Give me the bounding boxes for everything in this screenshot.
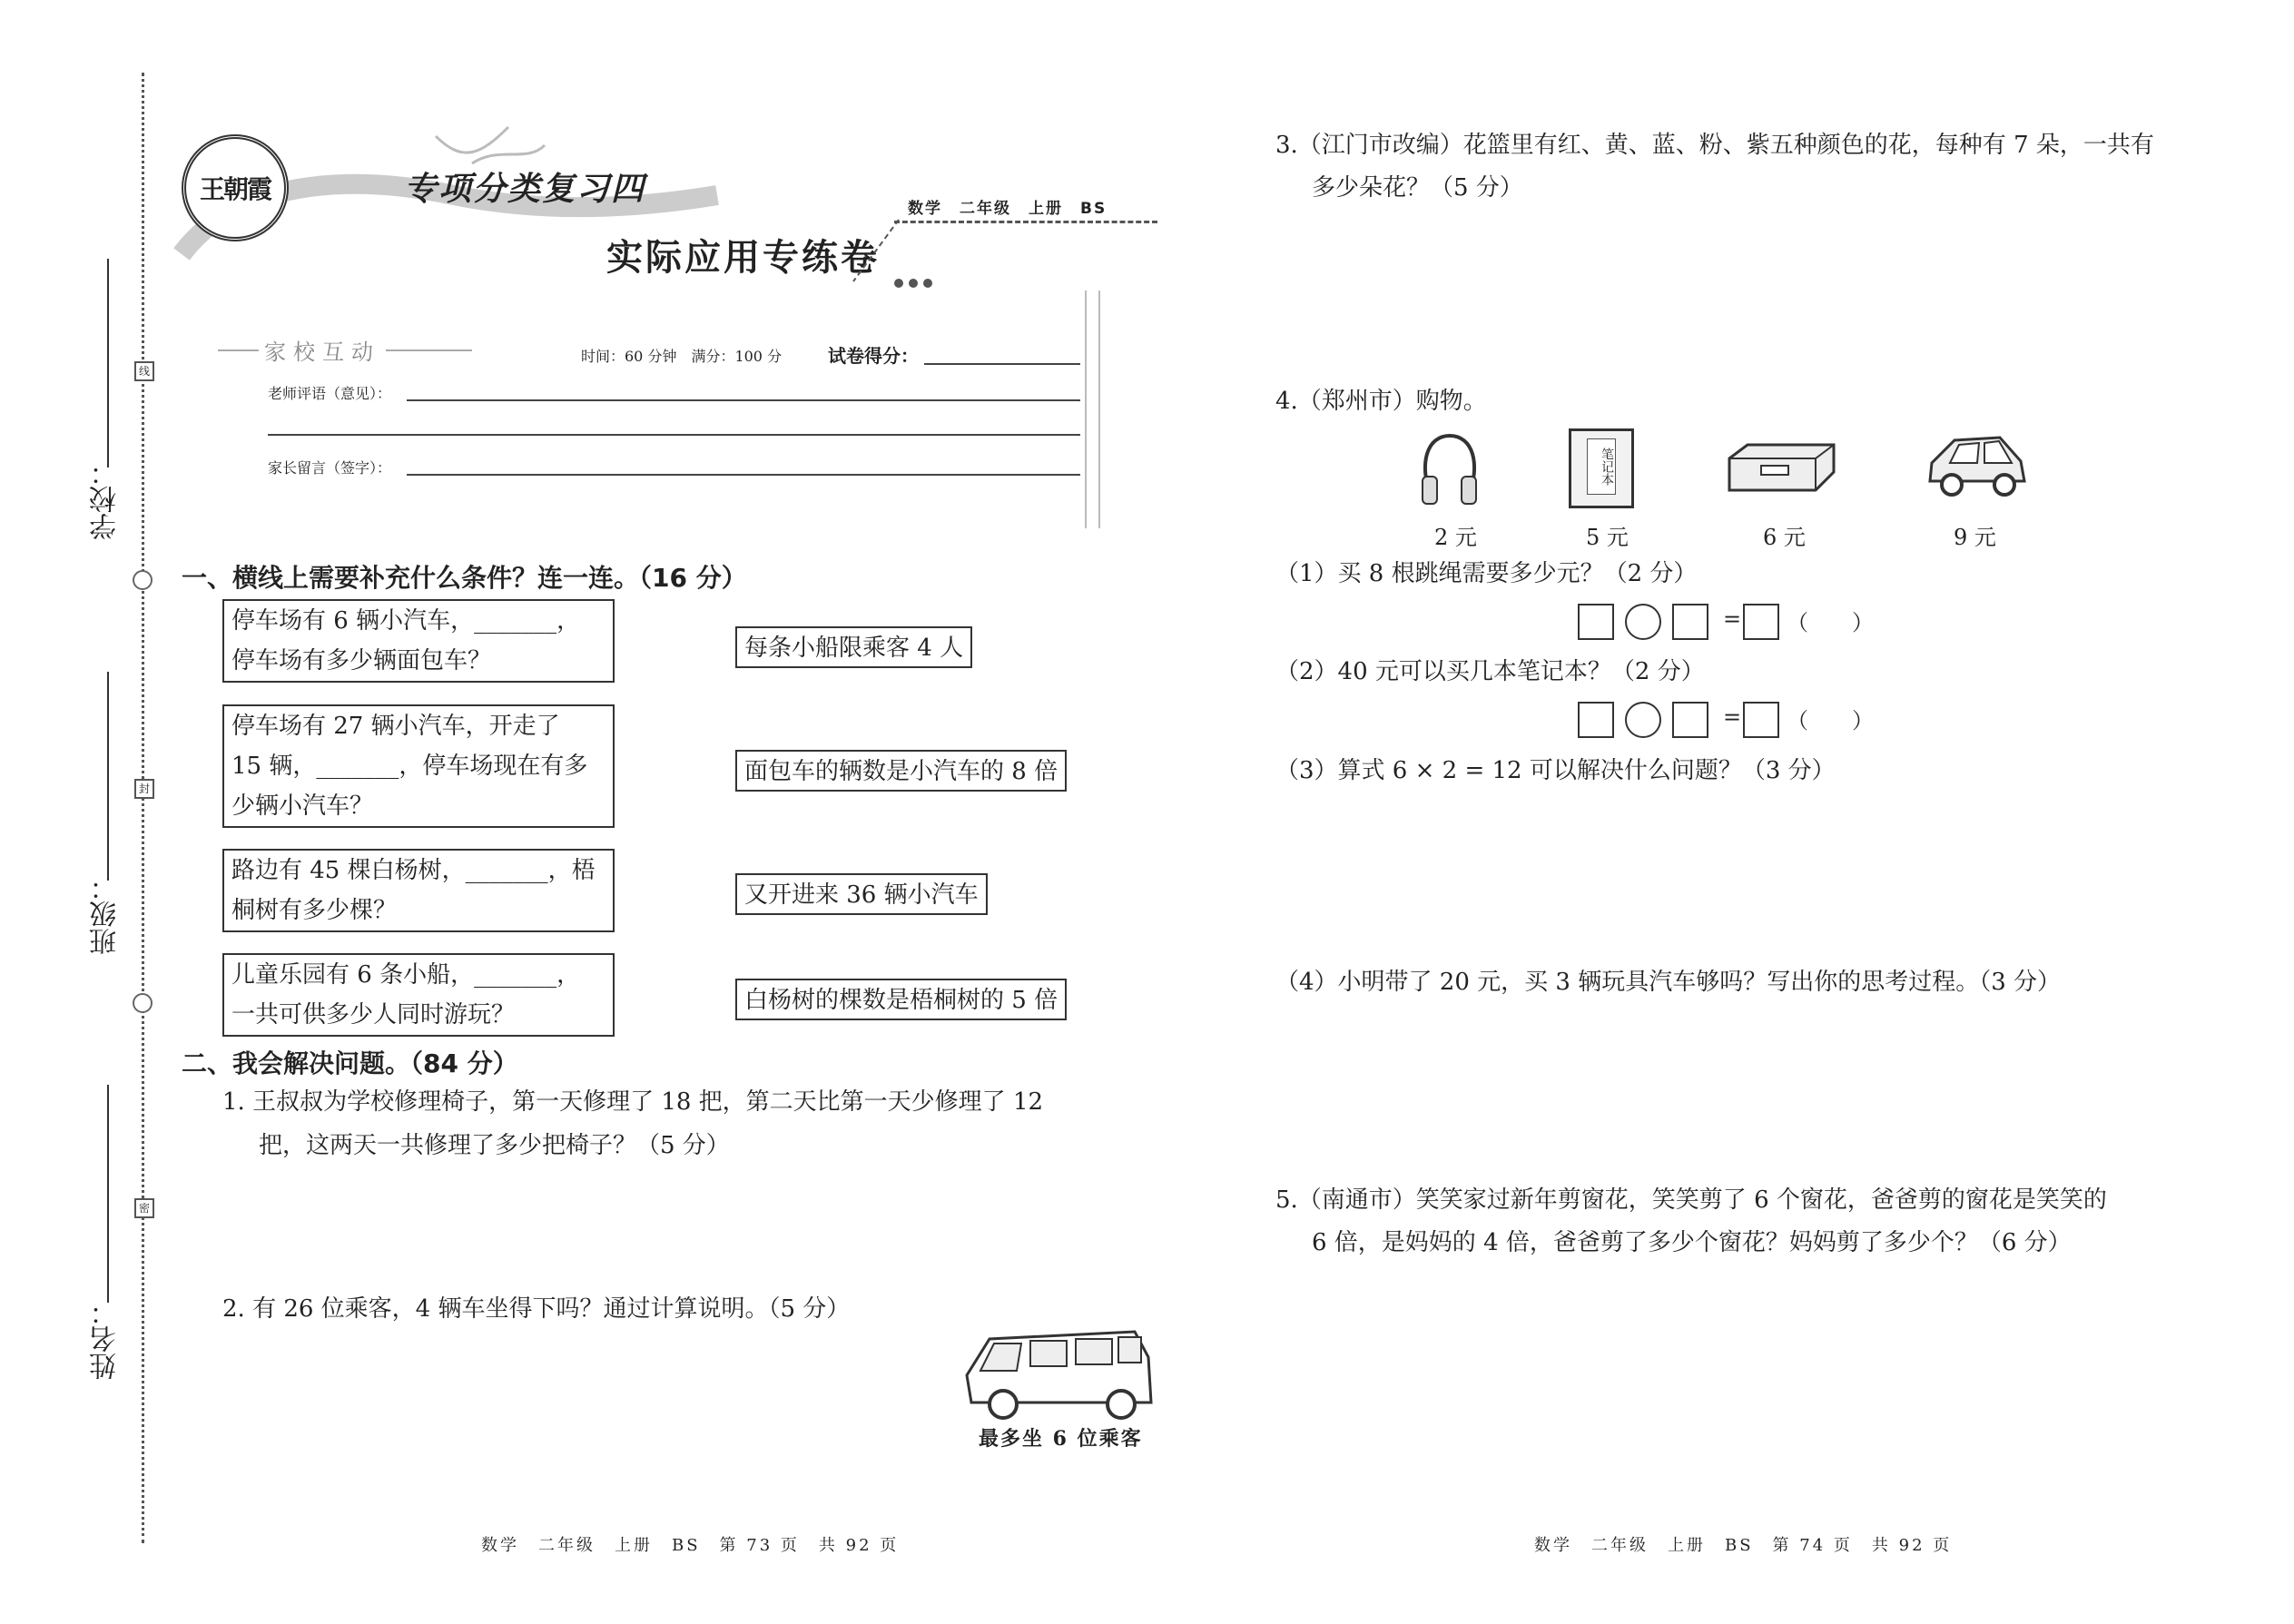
question1-line2: 把，这两天一共修理了多少把椅子？（5 分） — [259, 1132, 730, 1159]
box2-line3: 少辆小汽车？ — [231, 792, 374, 820]
answer-box-2c[interactable] — [1743, 702, 1779, 738]
condition-right-box-3[interactable]: 又开进来 36 辆小汽车 — [735, 873, 988, 915]
section2-heading: 二、我会解决问题。（84 分） — [182, 1048, 518, 1078]
operator-circle-2[interactable] — [1625, 702, 1661, 738]
notebook-icon — [1569, 428, 1634, 508]
parent-message-label: 家长留言（签字）： — [268, 459, 392, 477]
footer-left-page: 数学 二年级 上册 BS 第 73 页 共 92 页 — [481, 1536, 900, 1555]
box2-line1: 停车场有 27 辆小汽车，开走了 — [231, 713, 560, 740]
condition-left-box-1[interactable] — [222, 599, 615, 683]
condition-right-box-1[interactable]: 每条小船限乘客 4 人 — [735, 626, 972, 668]
box1-line2: 停车场有多少辆面包车？ — [231, 647, 492, 674]
binding-dotted-line — [142, 73, 144, 1543]
seal-mark-2: 封 — [134, 779, 154, 799]
teacher-comment-line-2[interactable] — [268, 434, 1080, 436]
equals-sign-1: = — [1723, 606, 1742, 632]
answer-box-2b[interactable] — [1672, 702, 1708, 738]
pencil-case-icon — [1725, 440, 1838, 495]
class-label: 班级： — [90, 873, 122, 955]
question5-line1: 5.（南通市）笑笑家过新年剪窗花，笑笑剪了 6 个窗花，爸爸剪的窗花是笑笑的 — [1275, 1186, 2107, 1214]
equals-sign-2: = — [1723, 704, 1742, 730]
section1-heading: 一、横线上需要补充什么条件？连一连。（16 分） — [182, 563, 747, 593]
question5-line2: 6 倍，是妈妈的 4 倍，爸爸剪了多少个窗花？妈妈剪了多少个？（6 分） — [1312, 1229, 2072, 1256]
school-label: 学校： — [90, 458, 122, 540]
homeschool-side-rule-2 — [1098, 290, 1100, 528]
banner-title: 专项分类复习四 — [404, 171, 646, 208]
question4-2: （2）40 元可以买几本笔记本？（2 分） — [1275, 658, 1705, 685]
van-icon — [953, 1321, 1162, 1421]
price-notebook: 5 元 — [1586, 525, 1629, 550]
footer-right-page: 数学 二年级 上册 BS 第 74 页 共 92 页 — [1534, 1536, 1953, 1555]
homeschool-side-rule — [1085, 290, 1087, 528]
title-dash-decoration — [844, 218, 944, 290]
question3-line1: 3.（江门市改编）花篮里有红、黄、蓝、粉、紫五种颜色的花，每种有 7 朵，一共有 — [1275, 132, 2154, 159]
unit-paren-2[interactable]: （ ） — [1787, 708, 1874, 733]
condition-right-box-2[interactable]: 面包车的辆数是小汽车的 8 倍 — [735, 750, 1067, 792]
parent-message-line[interactable] — [407, 474, 1080, 476]
condition-left-box-2[interactable] — [222, 704, 615, 828]
seal-mark-1: 线 — [134, 361, 154, 381]
condition-left-box-4[interactable] — [222, 953, 615, 1037]
unit-paren-1[interactable]: （ ） — [1787, 610, 1874, 635]
main-title: 实际应用专练卷 — [606, 236, 880, 279]
question2: 2. 有 26 位乘客，4 辆车坐得下吗？通过计算说明。（5 分） — [222, 1295, 851, 1323]
question4-4: （4）小明带了 20 元，买 3 辆玩具汽车够吗？写出你的思考过程。（3 分） — [1275, 969, 2062, 996]
box2-line2: 15 辆，_______，停车场现在有多 — [231, 753, 588, 780]
question3-line2: 多少朵花？（5 分） — [1312, 174, 1523, 202]
price-toy-car: 9 元 — [1954, 525, 1996, 550]
teacher-comment-label: 老师评语（意见）： — [268, 385, 392, 402]
publisher-seal-logo — [182, 134, 289, 241]
box4-line2: 一共可供多少人同时游玩？ — [231, 1001, 516, 1029]
answer-box-1b[interactable] — [1672, 604, 1708, 640]
question4-3: （3）算式 6 × 2 = 12 可以解决什么问题？（3 分） — [1275, 757, 1836, 784]
name-write-line — [107, 1085, 109, 1303]
score-label: 试卷得分： — [828, 345, 919, 367]
name-label: 姓名： — [90, 1298, 122, 1380]
toy-car-icon — [1923, 427, 2032, 499]
notebook-cover-label: 笔记本 — [1587, 438, 1616, 495]
question4: 4.（郑州市）购物。 — [1275, 388, 1487, 415]
teacher-comment-line-1[interactable] — [407, 399, 1080, 401]
question1-line1: 1. 王叔叔为学校修理椅子，第一天修理了 18 把，第二天比第一天少修理了 12 — [222, 1088, 1044, 1116]
answer-box-1c[interactable] — [1743, 604, 1779, 640]
logo-text: 王朝霞 — [199, 174, 271, 204]
answer-box-1a[interactable] — [1578, 604, 1614, 640]
price-jump-rope: 2 元 — [1434, 525, 1477, 550]
condition-left-box-3[interactable] — [222, 849, 615, 932]
exam-time-info: 时间：60 分钟 满分：100 分 — [581, 348, 783, 365]
school-write-line — [107, 259, 109, 468]
jump-rope-icon — [1409, 427, 1491, 508]
homeschool-label: 家校互动 — [259, 334, 386, 366]
binding-hole-1 — [133, 570, 153, 590]
box3-line2: 桐树有多少棵？ — [231, 897, 398, 924]
question4-1: （1）买 8 根跳绳需要多少元？（2 分） — [1275, 560, 1698, 587]
answer-box-2a[interactable] — [1578, 702, 1614, 738]
box1-line1: 停车场有 6 辆小汽车，_______， — [231, 607, 581, 635]
class-write-line — [107, 672, 109, 881]
subject-tag: 数学 二年级 上册 BS — [908, 200, 1108, 218]
price-pencil-case: 6 元 — [1763, 525, 1806, 550]
box3-line1: 路边有 45 棵白杨树，_______，梧 — [231, 857, 596, 884]
score-write-line[interactable] — [924, 363, 1080, 365]
seal-mark-3: 密 — [134, 1198, 154, 1218]
box4-line1: 儿童乐园有 6 条小船，_______， — [231, 961, 581, 989]
operator-circle-1[interactable] — [1625, 604, 1661, 640]
van-caption: 最多坐 6 位乘客 — [979, 1427, 1143, 1451]
binding-hole-2 — [133, 993, 153, 1013]
condition-right-box-4[interactable]: 白杨树的棵数是梧桐树的 5 倍 — [735, 979, 1067, 1020]
